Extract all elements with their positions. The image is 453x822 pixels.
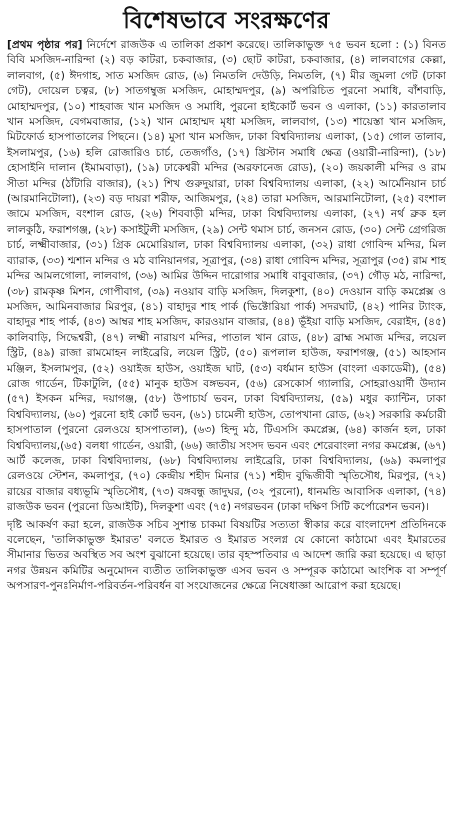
listing-paragraph: নির্দেশে রাজউক এ তালিকা প্রকাশ করেছে। তালিকাভুক্ত ৭৫ ভবন হলো : (১) বিনত বিবি মসজিদ-নারিন্দা (২) বড় কাটরা, চকবাজার, (৩) ছোট কাটরা, চকবাজার, (৪) লালবাগের কেল্লা, লালবাগ, (৫) ঈদগাহ, সাত মসজিদ রোড, (৬) নিমতলি দেউড়ি, নিমতলি, (৭) মীর জুমলা গেট (ঢাকা গেট), দোয়েল চত্বর, (৮) সাতগম্বুজ মসজিদ, মোহাম্মদপুর, (৯) অপরিচিত পুরনো সমাধি, বাঁশবাড়ি, মোহাম্মদপুর, (১০) শাহবাজ খান মসজিদ ও সমাধি, পুরনো হাইকোর্ট ভবন ও এলাকা, (১১) কারতালাব খান মসজিদ, বেগমবাজার, (১২) খান মোহাম্মদ মৃধা মসজিদ, লালবাগ, (১৩) শায়েস্তা খান মসজিদ, মিটফোর্ড হাসপাতালের পিছনে। (১৪) মুসা খান মসজিদ, ঢাকা বিশ্ববিদ্যালয় এলাকা, (১৫) গোল তালাব, ইসলামপুর, (১৬) হলি রোজারিও চার্চ, তেজগাঁও, (১৭) খ্রিস্টান সমাধি ক্ষেত্র (ওয়ারী-নারিন্দা), (১৮) হোসাইনি দালান (ইমামবাড়া), (১৯) ঢাকেশ্বরী মন্দির (অরফানেজ রোড), (২০) জয়কালী মন্দির ও রাম সীতা মন্দির (ঠাঁটারি বাজার), (২১) শিখ গুরুদুয়ারা, ঢাকা বিশ্ববিদ্যালয় এলাকা, (২২) আর্মেনিয়ান চার্চ (আরমানিটোলা), (২৩) বড় দায়রা শরীফ, আজিমপুর, (২৪) তারা মসজিদ, আরমানিটোলা, (২৫) বংশাল জামে মসজিদ, বংশাল রোড, (২৬) শিববাড়ী মন্দির, ঢাকা বিশ্ববিদ্যালয় এলাকা, (২৭) নর্থ ব্রুক হল লালকুঠি, ফরাশগঞ্জ, (২৮) কসাইটুলী মসজিদ, (২৯) সেন্ট থমাস চার্চ, জনসন রোড, (৩০) সেন্ট গ্রেগরিজ চার্চ, লক্ষ্মীবাজার, (৩১) গ্রিক মেমোরিয়াল, ঢাকা বিশ্ববিদ্যালয় এলাকা, (৩২) রাধা গোবিন্দ মন্দির, মিল ব্যারাক, (৩৩) শ্মশান মন্দির ও মঠ বানিয়ানগর, সূত্রাপুর, (৩৪) রাধা গোবিন্দ মন্দির, সূত্রাপুর (৩৫) রাম শাহ মন্দির আমলগোলা, লালবাগ, (৩৬) আমির উদ্দিন দারোগার সমাধি বাবুবাজার, (৩৭) গৌড় মঠ, নারিন্দা, (৩৮) রামকৃষ্ণ মিশন, গোপীবাগ, (৩৯) নওয়াব বাড়ি মসজিদ, দিলকুশা, (৪০) দেওয়ান বাড়ি কমপ্লেক্স ও মসজিদ, আমিনবাজার মিরপুর, (৪১) বাহাদুর শাহ পার্ক (ভিক্টোরিয়া পার্ক) সদরঘাট, (৪২) পানির ট্যাংক, বাহাদুর শাহ পার্ক, (৪৩) আম্বর শাহ মসজিদ, কারওয়ান বাজার, (৪৪) ভূঁইয়া বাড়ি মসজিদ, বেরাইদ, (৪৫) কালিবাড়ি, সিদ্ধেশ্বরী, (৪৭) লক্ষ্মী নারায়ণ মন্দির, পাতাল খান রোড, (৪৮) ব্রাহ্ম সমাজ মন্দির, লয়েল স্ট্রিট, (৪৯) রাজা রামমোহন লাইব্রেরি, লয়েল স্ট্রিট, (৫০) রূপলাল হাউজ, ফরাশগঞ্জ, (৫১) আহসান মঞ্জিল, ইসলামপুর, (৫২) ওয়াইজ হাউস, ওয়াইজ ঘাট, (৫৩) বর্ধমান হাউস (বাংলা একাডেমী), (৫৪) রোজ গার্ডেন, টিকাটুলি, (৫৫) মানুক হাউস বঙ্গভবন, (৫৬) রেসকোর্স গ্যালারি, সোহরাওয়ার্দী উদ্যান (৫৭) ইসকন মন্দির, দয়াগঞ্জ, (৫৮) উপাচার্য ভবন, ঢাকা বিশ্ববিদ্যালয়, (৫৯) মধুর ক্যান্টিন, ঢাকা বিশ্ববিদ্যালয়, (৬০) পুরনো হাই কোর্ট ভবন, (৬১) চামেলী হাউস, তোপখানা রোড, (৬২) সরকারি কর্মচারী হাসপাতাল (পুরনো রেলওয়ে হাসপাতাল), (৬৩) হিন্দু মঠ, টিএসসি কমপ্লেক্স, (৬৪) কার্জন হল, ঢাকা বিশ্ববিদ্যালয়,(৬৫) বলধা গার্ডেন, ওয়ারী, (৬৬) জাতীয় সংসদ ভবন এবং শেরেবাংলা নগর কমপ্লেক্স, (৬৭) আর্ট কলেজ, ঢাকা বিশ্ববিদ্যালয়, (৬৮) বিশ্ববিদ্যালয় লাইব্রেরি, ঢাকা বিশ্ববিদ্যালয়, (৬৯) কমলাপুর রেলওয়ে স্টেশন, কমলাপুর, (৭০) কেন্দ্রীয় শহীদ মিনার (৭১) শহীদ বুদ্ধিজীবী স্মৃতিসৌধ, মিরপুর, (৭২) রায়ের বাজার বধ্যভূমি স্মৃতিসৌধ, (৭৩) বঙ্গবন্ধু জাদুঘর, (৩২ পুরনো), ধানমন্ডি আবাসিক এলাকা, (৭৪) রাজউক ভবন (পুরনো ডিআইটি), দিলকুশা এবং (৭৫) নগরভবন (ঢাকা দক্ষিণ সিটি কর্পোরেশন ভবন)। bbox=[7, 39, 446, 514]
article-body bbox=[7, 38, 446, 516]
closing-paragraph: দৃষ্টি আকর্ষণ করা হলে, রাজউক সচিব সুশান্ত চাকমা বিষয়টির সত্যতা স্বীকার করে বাংলাদেশ প্রতিদিনকে বলেছেন, 'তালিকাভুক্ত ইমারত' বলতে ইমারত ও ইমারত সংলগ্ন যে কোনো কাঠামো এবং ইমারতের সীমানার ভিতর অবস্থিত সব অংশ বুঝানো হয়েছে। তার বৃহস্পতিবার এ আদেশ জারি করা হয়েছে। এ ছাড়া নগর উন্নয়ন কমিটির অনুমোদন ব্যতীত তালিকাভুক্ত এসব ভবন ও সম্পূরক কাঠামো আংশিক বা সম্পূর্ণ অপসারণ-পুনঃনির্মাণ-পরিবর্তন-পরিবর্ধন বা সংযোজনের ক্ষেত্রে নিষেধাজ্ঞা আরোপ করা হয়েছে। bbox=[7, 518, 446, 593]
headline: বিশেষভাবে সংরক্ষণের bbox=[123, 8, 330, 34]
continuation-label: [প্রথম পৃষ্ঠার পর] bbox=[7, 39, 83, 51]
